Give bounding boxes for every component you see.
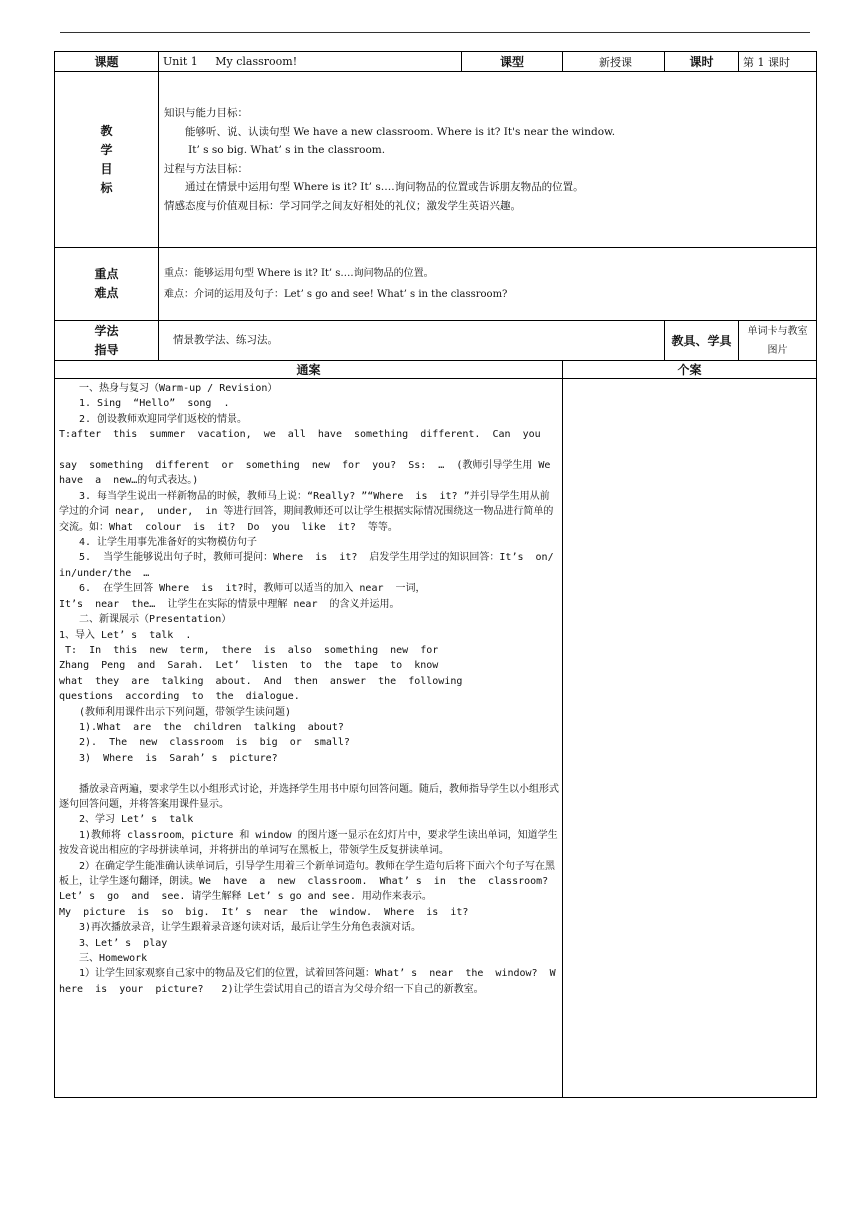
procedure-line: 1)教师将 classroom，picture 和 window 的图片逐一显示在幻灯片中，要求学生读出单词，知道学生按发音说出相应的字母拼读单词，并将拼出的单词写在黑板上，带领学生反复拼读单词。 bbox=[59, 829, 558, 857]
period-value: 第 1 课时 bbox=[739, 52, 817, 72]
header-rule bbox=[60, 32, 810, 33]
key-point-line: 重点：能够运用句型 Where is it? It’ s….询问物品的位置。 bbox=[164, 268, 434, 279]
procedure-line: 4. 让学生用事先准备好的实物模仿句子 bbox=[79, 537, 258, 549]
individual-plan-content bbox=[563, 379, 817, 1098]
tools-value: 单词卡与教室图片 bbox=[739, 321, 817, 361]
type-label: 课型 bbox=[462, 52, 563, 72]
procedure-line: 2、学习 Let’ s talk bbox=[79, 814, 194, 826]
method-value: 情景教学法、练习法。 bbox=[159, 321, 665, 361]
procedure-line: 1、导入 Let’ s talk . bbox=[59, 629, 192, 641]
goal-line: 过程与方法目标： bbox=[164, 162, 248, 175]
method-row bbox=[55, 321, 817, 361]
procedure-line: 二、新课展示（Presentation） bbox=[79, 614, 232, 626]
procedure-line: Zhang Peng and Sarah. Let’ listen to the tape to know bbox=[59, 660, 439, 672]
goal-line: 能够听、说、认读句型 We have a new classroom. Where is it? It's near the window. bbox=[185, 125, 616, 138]
key-points-content bbox=[159, 248, 817, 321]
procedure-line: what they are talking about. And then answer the following bbox=[59, 675, 463, 687]
goals-content bbox=[159, 72, 817, 248]
goal-line: 通过在情景中运用句型 Where is it? It’ s….询问物品的位置或告诉朋友物品的位置。 bbox=[185, 181, 584, 193]
goal-line: 知识与能力目标： bbox=[164, 107, 248, 119]
procedure-line: 2. 创设教师欢迎同学们返校的情景。 bbox=[79, 413, 248, 425]
procedure-line: 3. 每当学生说出一样新物品的时候，教师马上说：“Really? ”“Where is it? ”并引导学生用从前学过的介词 near, under, in 等进行回答，期间教师还可以让学生根据实际情况围绕这一物品进行简单的交流。如：What colour is it? Do you like it? 等等。 bbox=[59, 490, 554, 533]
key-points-row bbox=[55, 248, 817, 321]
topic-label: 课题 bbox=[55, 52, 159, 72]
procedure-line: 3) Where is Sarah’ s picture? bbox=[79, 752, 278, 764]
method-label bbox=[55, 321, 159, 361]
header-row bbox=[55, 52, 817, 72]
procedure-line: 1. Sing “Hello” song . bbox=[79, 398, 230, 410]
procedure-line: Let’ s go and see. 请学生解释 Let’ s go and see. 用动作来表示。 bbox=[59, 891, 432, 903]
goals-label-char: 标 bbox=[100, 180, 113, 195]
individual-plan-header: 个案 bbox=[563, 361, 817, 379]
procedure-line bbox=[59, 766, 559, 781]
procedure-line: 3)再次播放录音，让学生跟着录音逐句读对话，最后让学生分角色表演对话。 bbox=[79, 922, 422, 934]
goals-label-char: 教 bbox=[100, 123, 113, 138]
procedure-line: 3、Let’ s play bbox=[79, 937, 168, 949]
columns-row bbox=[55, 361, 817, 379]
goals-label-char: 目 bbox=[100, 161, 113, 176]
common-plan-header: 通案 bbox=[55, 361, 563, 379]
procedure-line: questions according to the dialogue. bbox=[59, 691, 300, 703]
goal-line: 情感态度与价值观目标：学习同学之间友好相处的礼仪；激发学生英语兴趣。 bbox=[164, 199, 521, 212]
goals-label-char: 学 bbox=[100, 142, 113, 157]
key-points-label-line: 重点 bbox=[94, 267, 119, 281]
method-label-line: 学法 bbox=[94, 323, 119, 338]
procedure-line: 一、热身与复习（Warm-up / Revision） bbox=[79, 383, 278, 394]
goals-label bbox=[55, 72, 159, 248]
goal-line: It’ s so big. What’ s in the classroom. bbox=[188, 144, 386, 156]
procedure-line: T: In this new term, there is also something new for bbox=[59, 644, 439, 656]
procedure-line: 5. 当学生能够说出句子时，教师可提问：Where is it? 启发学生用学过的知识回答：It’s on/in/under/the … bbox=[59, 552, 554, 579]
key-points-label bbox=[55, 248, 159, 321]
procedure-line bbox=[59, 443, 559, 458]
procedure-row bbox=[55, 379, 817, 1098]
period-label: 课时 bbox=[665, 52, 739, 72]
procedure-line: 播放录音两遍，要求学生以小组形式讨论，并选择学生用书中原句回答问题。随后，教师指导学生以小组形式逐句回答问题，并将答案用课件显示。 bbox=[59, 783, 559, 810]
key-point-line: 难点：介词的运用及句子：Let’ s go and see! What’ s in the classroom? bbox=[164, 289, 508, 300]
type-value: 新授课 bbox=[563, 52, 665, 72]
procedure-line: It’s near the… 让学生在实际的情景中理解 near 的含义并运用。 bbox=[59, 598, 400, 610]
procedure-line: say something different or something new for you? Ss: … (教师引导学生用 We have a new…的句式表达。) bbox=[59, 460, 563, 487]
procedure-content bbox=[55, 379, 563, 1098]
procedure-line: 2). The new classroom is big or small? bbox=[79, 737, 350, 749]
procedure-line: T:after this summer vacation, we all have something different. Can you bbox=[59, 429, 541, 441]
procedure-line: My picture is so big. It’ s near the window. Where is it? bbox=[59, 906, 469, 918]
procedure-line: 三、Homework bbox=[79, 953, 148, 965]
procedure-line: 6. 在学生回答 Where is it?时，教师可以适当的加入 near 一词， bbox=[79, 583, 426, 595]
topic-value: Unit 1 My classroom! bbox=[159, 52, 462, 72]
procedure-line: (教师利用课件出示下列问题，带领学生读问题) bbox=[79, 706, 292, 718]
procedure-line: 1).What are the children talking about? bbox=[79, 721, 344, 733]
method-label-line: 指导 bbox=[94, 342, 119, 357]
procedure-line: 2）在确定学生能准确认读单词后，引导学生用着三个新单词造句。教师在学生造句后将下面六个句子写在黑板上，让学生逐句翻译，朗读。We have a new classroom. What’ s in the classroom? bbox=[59, 860, 556, 887]
tools-label: 教具、学具 bbox=[665, 321, 739, 361]
key-points-label-line: 难点 bbox=[94, 286, 119, 300]
procedure-line: 1）让学生回家观察自己家中的物品及它们的位置，试着回答问题：What’ s near the window? Where is your picture? 2)让学生尝试用自己的语言为父母介绍一下自己的新教室。 bbox=[59, 968, 556, 995]
goals-row bbox=[55, 72, 817, 248]
lesson-plan-table bbox=[54, 51, 817, 1098]
